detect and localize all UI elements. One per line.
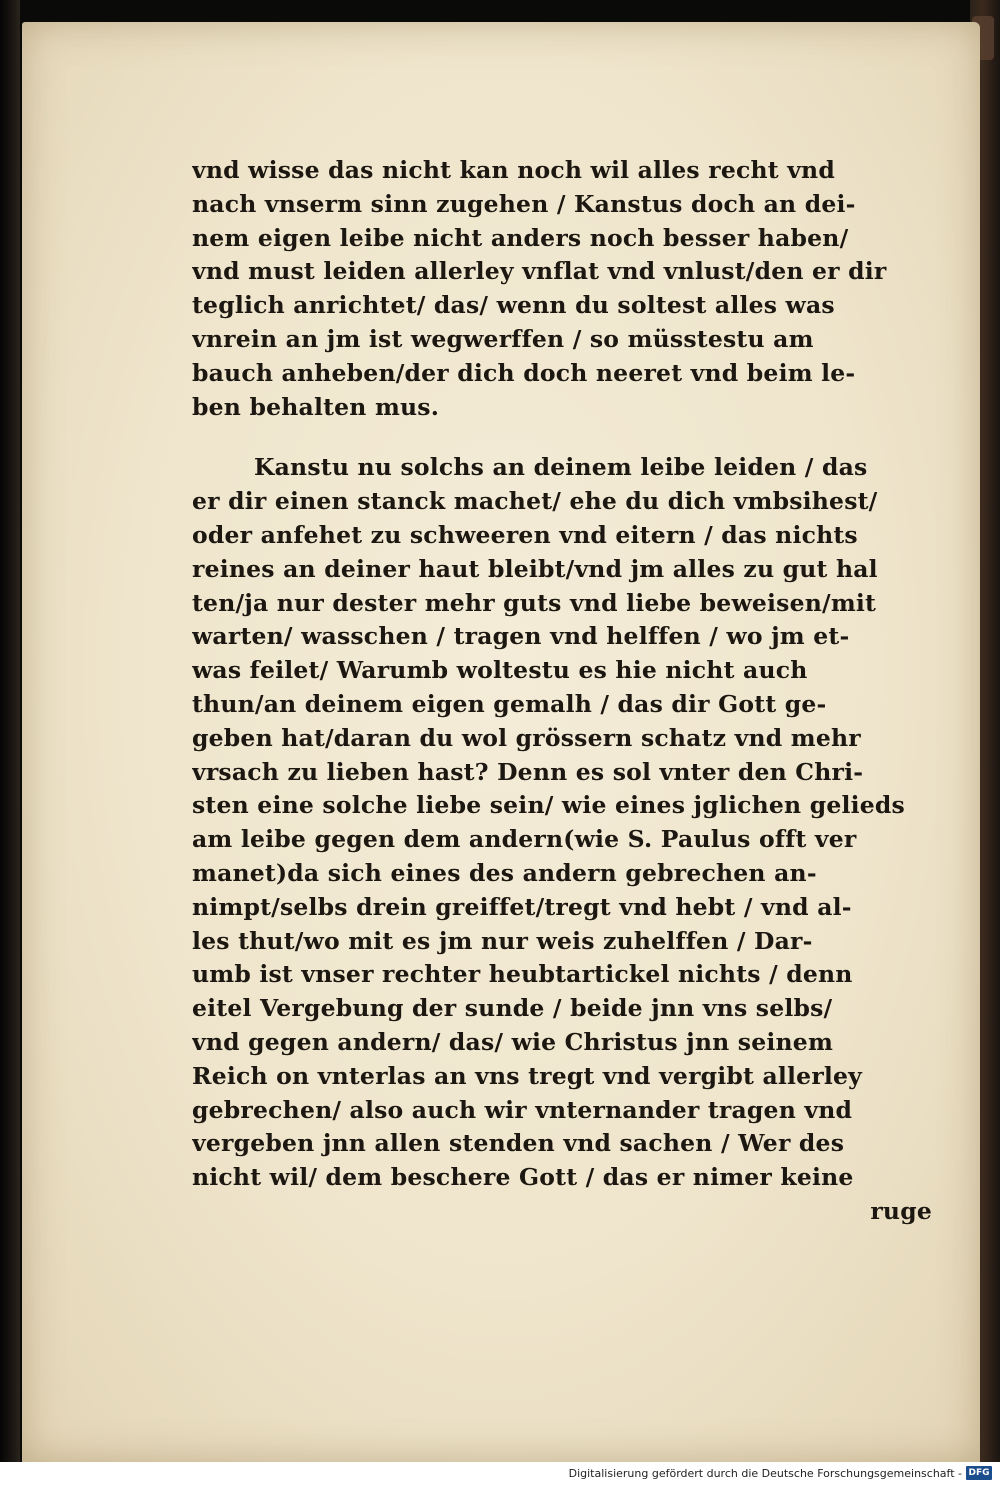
text-line: vnrein an jm ist wegwerffen / so müsstestu am [192,324,814,353]
text-line: warten/ wasschen / tragen vnd helffen / wo jm et- [192,622,850,651]
text-line: vnd must leiden allerley vnflat vnd vnlust/den er dir [192,257,887,286]
text-line: thun/an deinem eigen gemalh / das dir Gott ge- [192,689,827,718]
text-line: geben hat/daran du wol grössern schatz vnd mehr [192,723,861,752]
text-line: bauch anheben/der dich doch neeret vnd beim le- [192,358,856,387]
text-line: ben behalten mus. [192,392,440,421]
text-line: gebrechen/ also auch wir vnternander tragen vnd [192,1095,853,1124]
text-line: vrsach zu lieben hast? Denn es sol vnter den Chri- [192,757,864,786]
text-line: er dir einen stanck machet/ ehe du dich vmbsihest/ [192,487,878,516]
text-line: vnd gegen andern/ das/ wie Christus jnn seinem [192,1027,834,1056]
paragraph-gap [192,424,942,451]
book-edge-left [0,0,20,1462]
text-line: manet)da sich eines des andern gebrechen an- [192,858,817,887]
paragraph-first-line: Kanstu nu solchs an deinem leibe leiden / das [254,453,868,482]
text-line: ten/ja nur dester mehr guts vnd liebe beweisen/mit [192,588,877,617]
text-line: nicht wil/ dem beschere Gott / das er nimer keine [192,1163,854,1192]
catchword: ruge [870,1196,932,1225]
text-line: sten eine solche liebe sein/ wie eines jglichen gelieds [192,791,905,820]
text-line: nem eigen leibe nicht anders noch besser haben/ [192,223,849,252]
text-line: vnd wisse das nicht kan noch wil alles recht vnd [192,156,835,184]
book-page [22,22,980,1462]
footer-credit: Digitalisierung gefördert durch die Deutsche Forschungsgemeinschaft - [568,1467,962,1480]
text-line: teglich anrichtet/ das/ wenn du soltest alles was [192,291,835,320]
page-text [192,154,942,1229]
text-line: les thut/wo mit es jm nur weis zuhelffen / Dar- [192,926,813,955]
text-line: reines an deiner haut bleibt/vnd jm alles zu gut hal [192,554,878,583]
text-line: eitel Vergebung der sunde / beide jnn vns selbs/ [192,994,833,1023]
text-line: oder anfehet zu schweeren vnd eitern / das nichts [192,520,858,549]
dfg-logo-icon: DFG [966,1466,992,1480]
text-line: was feilet/ Warumb woltestu es hie nicht auch [192,656,808,685]
text-line: am leibe gegen dem andern(wie S. Paulus offt ver [192,825,857,854]
text-line: nach vnserm sinn zugehen / Kanstus doch an dei- [192,189,856,218]
text-line: nimpt/selbs drein greiffet/tregt vnd hebt / vnd al- [192,892,852,921]
text-line: vergeben jnn allen stenden vnd sachen / Wer des [192,1129,845,1158]
text-line: umb ist vnser rechter heubtartickel nichts / denn [192,960,853,989]
text-line: Reich on vnterlas an vns tregt vnd vergibt allerley [192,1061,863,1090]
